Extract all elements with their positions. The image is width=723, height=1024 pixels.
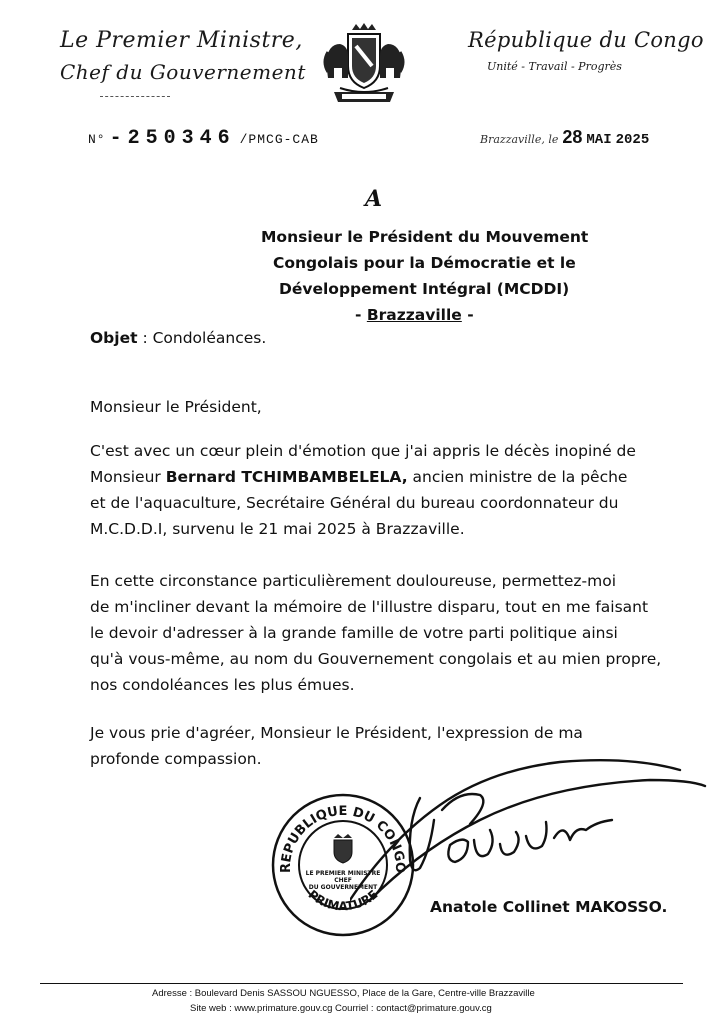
- paragraph-line: le devoir d'adresser à la grande famille de votre parti politique ainsi: [90, 624, 618, 642]
- object-line: [90, 329, 266, 347]
- salutation: Monsieur le Président,: [90, 398, 262, 416]
- addressee-city-name: Brazzaville: [366, 306, 462, 324]
- signatory-name: Anatole Collinet MAKOSSO.: [430, 898, 668, 916]
- reference-prefix: N°: [88, 132, 106, 147]
- paragraph-line: M.C.D.D.I, survenu le 21 mai 2025 à Brazzaville.: [90, 520, 465, 538]
- reference-line: [88, 127, 319, 150]
- seal-inner-line: CHEF: [334, 877, 352, 884]
- header-country-title: République du Congo: [468, 28, 704, 52]
- footer-divider: [40, 983, 683, 984]
- reference-number: -250346: [109, 127, 236, 150]
- addressee-city: [355, 306, 474, 324]
- paragraph-line: profonde compassion.: [90, 750, 262, 768]
- date-line: [480, 127, 649, 148]
- paragraph-line: C'est avec un cœur plein d'émotion que j'ai appris le décès inopiné de: [90, 442, 636, 460]
- addressee-marker: A: [365, 186, 383, 212]
- seal-top-text: REPUBLIQUE DU CONGO: [278, 803, 408, 874]
- reference-suffix: /PMCG-CAB: [239, 132, 319, 147]
- addressee-line: Congolais pour la Démocratie et le: [273, 254, 576, 272]
- handwritten-signature-icon: [350, 750, 710, 910]
- footer-contacts: Site web : www.primature.gouv.cg Courriel : contact@primature.gouv.cg: [190, 1003, 492, 1014]
- text-run: ancien ministre de la pêche: [407, 468, 628, 486]
- coat-of-arms-icon: [322, 22, 406, 108]
- date-place: Brazzaville, le: [480, 133, 559, 146]
- footer-address: Adresse : Boulevard Denis SASSOU NGUESSO, Place de la Gare, Centre-ville Brazzaville: [152, 988, 535, 999]
- paragraph-line: qu'à vous-même, au nom du Gouvernement congolais et au mien propre,: [90, 650, 662, 668]
- object-separator: :: [137, 329, 153, 347]
- body-paragraph: [90, 438, 648, 542]
- addressee-line: Monsieur le Président du Mouvement: [261, 228, 589, 246]
- seal-inner-line: LE PREMIER MINISTRE: [305, 870, 381, 877]
- paragraph-line: nos condoléances les plus émues.: [90, 676, 355, 694]
- header-divider: [100, 96, 170, 98]
- paragraph-line: En cette circonstance particulièrement douloureuse, permettez-moi: [90, 572, 617, 590]
- paragraph-line: de m'incliner devant la mémoire de l'illustre disparu, tout en me faisant: [90, 598, 649, 616]
- header-country-motto: Unité - Travail - Progrès: [487, 60, 622, 73]
- body-paragraph: [90, 568, 662, 698]
- paragraph-line: [90, 464, 648, 490]
- seal-bottom-text: PRIMATURE: [305, 887, 381, 914]
- date-year: 2025: [615, 132, 650, 148]
- deceased-name: Bernard TCHIMBAMBELELA,: [165, 468, 408, 486]
- addressee-city-suffix: -: [461, 306, 474, 324]
- object-text: Condoléances.: [152, 329, 267, 347]
- paragraph-line: et de l'aquaculture, Secrétaire Général du bureau coordonnateur du: [90, 494, 619, 512]
- addressee-city-prefix: -: [355, 306, 367, 324]
- date-month: MAI: [586, 132, 612, 148]
- object-label: Objet: [90, 329, 138, 347]
- addressee-line: Développement Intégral (MCDDI): [279, 280, 570, 298]
- text-run: Monsieur: [90, 468, 166, 486]
- header-office-subtitle: Chef du Gouvernement: [60, 60, 306, 84]
- seal-inner-line: DU GOUVERNEMENT: [308, 884, 378, 891]
- date-day: 28: [562, 127, 583, 147]
- paragraph-line: Je vous prie d'agréer, Monsieur le Président, l'expression de ma: [90, 724, 583, 742]
- header-office-title: Le Premier Ministre,: [60, 28, 303, 53]
